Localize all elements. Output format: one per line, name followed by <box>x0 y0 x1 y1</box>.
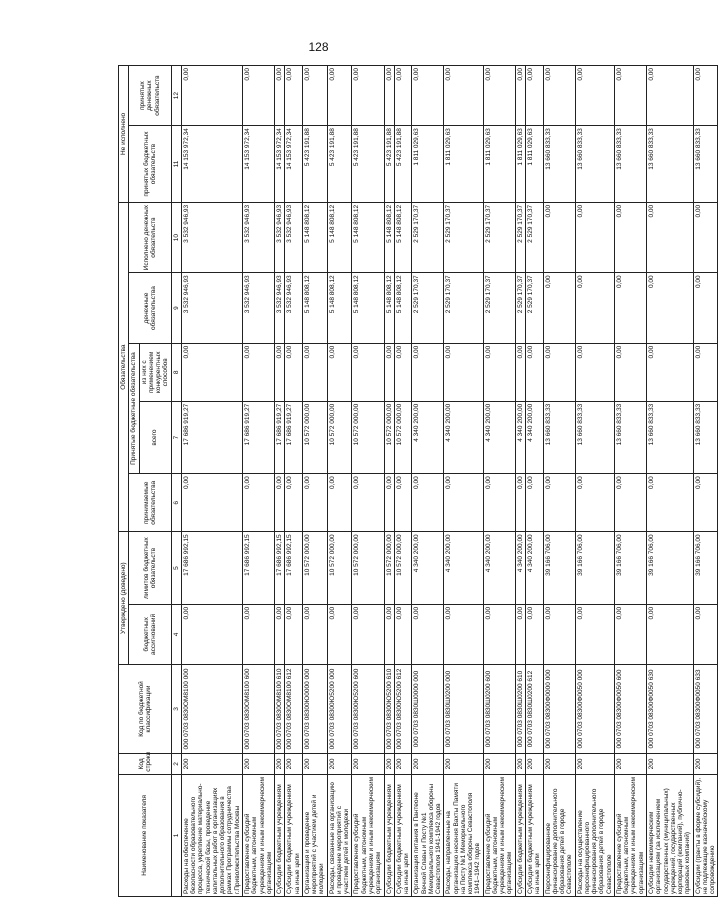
approved-limits-cell: 10 572 000,00 <box>327 532 352 605</box>
unfulfilled-money-cell: 0,00 <box>543 66 575 126</box>
row-code-cell: 200 <box>575 754 614 775</box>
accepted-total-cell: 4 340 200,00 <box>526 401 544 474</box>
approved-appropriations-cell: 0,00 <box>483 604 515 664</box>
accepted-obligations-cell: 0,00 <box>444 474 483 532</box>
executed-monetary-cell: 3 532 946,93 <box>242 202 274 272</box>
row-name-cell: Субсидии бюджетным учреждениям на иные цели <box>285 774 303 896</box>
col-number: 2 <box>171 754 181 775</box>
accepted-obligations-cell: 0,00 <box>647 474 694 532</box>
unfulfilled-money-cell: 0,00 <box>515 66 525 126</box>
accepted-total-cell: 13 660 833,33 <box>575 401 614 474</box>
budget-code-cell: 000 0703 0830ОМ8100 000 <box>181 664 242 753</box>
approved-limits-cell: 39 166 706,00 <box>647 532 694 605</box>
row-name-cell: Расходы, направленные на организацию несения Вахты Памяти на Посту №1 Мемориального комплекса обороны Севастополя 1941–1942 годов <box>444 774 483 896</box>
table-row <box>285 66 303 897</box>
col-number: 12 <box>171 66 181 126</box>
unfulfilled-budget-cell: 14 153 972,34 <box>285 126 303 203</box>
col-number: 8 <box>171 343 181 401</box>
row-name-cell: Субсидии бюджетным учреждениям на иные цели <box>394 774 412 896</box>
unfulfilled-budget-cell: 1 811 029,63 <box>483 126 515 203</box>
monetary-obligations-cell: 3 532 946,93 <box>275 273 285 343</box>
unfulfilled-budget-cell: 14 153 972,34 <box>242 126 274 203</box>
monetary-obligations-cell: 5 148 808,12 <box>394 273 412 343</box>
approved-limits-cell: 10 572 000,00 <box>302 532 327 605</box>
table-row <box>302 66 327 897</box>
table-row <box>614 66 646 897</box>
budget-code-cell: 000 0703 08300Ф0050 630 <box>647 664 694 753</box>
executed-monetary-cell: 0,00 <box>543 202 575 272</box>
accepted-competitive-cell: 0,00 <box>352 343 384 401</box>
row-code-cell: 200 <box>394 754 412 775</box>
unfulfilled-budget-cell: 13 660 833,33 <box>614 126 646 203</box>
row-name-cell: Расходы на обеспечение безопасности образовательного процесса, укрепление материально-технической базы, проведение капитальных работ в организациях дополнительного образования в рамках Программы сотрудничества г.Приволжсктельства Москвы <box>181 774 242 896</box>
table-row <box>693 66 718 897</box>
row-code-cell: 200 <box>515 754 525 775</box>
row-code-cell: 200 <box>614 754 646 775</box>
accepted-obligations-cell: 0,00 <box>693 474 718 532</box>
accepted-total-cell: 10 572 000,00 <box>327 401 352 474</box>
executed-monetary-cell: 0,00 <box>693 202 718 272</box>
col-number: 1 <box>171 774 181 896</box>
row-code-cell: 200 <box>327 754 352 775</box>
unfulfilled-money-cell: 0,00 <box>575 66 614 126</box>
row-name-cell: Субсидии бюджетным учреждениям <box>515 774 525 896</box>
accepted-total-cell: 13 660 833,33 <box>647 401 694 474</box>
accepted-total-cell: 17 686 919,27 <box>181 401 242 474</box>
approved-limits-cell: 4 340 200,00 <box>515 532 525 605</box>
accepted-total-cell: 10 572 000,00 <box>302 401 327 474</box>
approved-appropriations-cell: 0,00 <box>515 604 525 664</box>
table-row <box>384 66 394 897</box>
unfulfilled-money-cell: 0,00 <box>302 66 327 126</box>
executed-monetary-cell: 2 529 170,37 <box>515 202 525 272</box>
approved-appropriations-cell: 0,00 <box>575 604 614 664</box>
accepted-competitive-cell: 0,00 <box>526 343 544 401</box>
row-name-cell: Субсидии (гранты в форме субсидий), не подлежащие казначейскому сопровождению <box>693 774 718 896</box>
approved-limits-cell: 39 166 706,00 <box>543 532 575 605</box>
accepted-competitive-cell: 0,00 <box>327 343 352 401</box>
unfulfilled-budget-cell: 1 811 029,63 <box>412 126 444 203</box>
table-row <box>483 66 515 897</box>
executed-monetary-cell: 5 148 808,12 <box>384 202 394 272</box>
row-code-cell: 200 <box>242 754 274 775</box>
executed-monetary-cell: 0,00 <box>614 202 646 272</box>
unfulfilled-money-cell: 0,00 <box>352 66 384 126</box>
monetary-obligations-cell: 5 148 808,12 <box>384 273 394 343</box>
executed-monetary-cell: 5 148 808,12 <box>394 202 412 272</box>
unfulfilled-budget-cell: 5 423 191,88 <box>352 126 384 203</box>
executed-monetary-cell: 2 529 170,37 <box>444 202 483 272</box>
monetary-obligations-cell: 2 529 170,37 <box>526 273 544 343</box>
accepted-competitive-cell: 0,00 <box>181 343 242 401</box>
table-row <box>526 66 544 897</box>
approved-appropriations-cell: 0,00 <box>444 604 483 664</box>
unfulfilled-money-cell: 0,00 <box>444 66 483 126</box>
row-name-cell: Субсидии бюджетным учреждениям на иные цели <box>526 774 544 896</box>
table-row <box>181 66 242 897</box>
unfulfilled-money-cell: 0,00 <box>693 66 718 126</box>
accepted-total-cell: 13 660 833,33 <box>614 401 646 474</box>
unfulfilled-budget-cell: 1 811 029,63 <box>526 126 544 203</box>
budget-code-cell: 000 0703 08300Ю5200 612 <box>394 664 412 753</box>
unfulfilled-budget-cell: 1 811 029,63 <box>444 126 483 203</box>
accepted-total-cell: 4 340 200,00 <box>412 401 444 474</box>
executed-monetary-cell: 0,00 <box>647 202 694 272</box>
row-code-cell: 200 <box>285 754 303 775</box>
approved-limits-cell: 10 572 000,00 <box>352 532 384 605</box>
executed-monetary-cell: 2 529 170,37 <box>526 202 544 272</box>
accepted-competitive-cell: 0,00 <box>483 343 515 401</box>
accepted-obligations-cell: 0,00 <box>515 474 525 532</box>
approved-appropriations-cell: 0,00 <box>614 604 646 664</box>
row-name-cell: Предоставление субсидий бюджетным, автономным учреждениям и иным некоммерческим организациям <box>614 774 646 896</box>
accepted-competitive-cell: 0,00 <box>693 343 718 401</box>
approved-limits-cell: 4 340 200,00 <box>483 532 515 605</box>
monetary-obligations-cell: 3 532 946,93 <box>242 273 274 343</box>
unfulfilled-money-cell: 0,00 <box>614 66 646 126</box>
unfulfilled-budget-cell: 13 660 833,33 <box>575 126 614 203</box>
accepted-obligations-cell: 0,00 <box>181 474 242 532</box>
budget-code-cell: 000 0703 08300Ю5200 610 <box>384 664 394 753</box>
col-number: 9 <box>171 273 181 343</box>
header-accepted-obligations: принимаемые обязательства <box>129 474 171 532</box>
accepted-total-cell: 4 340 200,00 <box>515 401 525 474</box>
accepted-competitive-cell: 0,00 <box>543 343 575 401</box>
accepted-competitive-cell: 0,00 <box>384 343 394 401</box>
approved-appropriations-cell: 0,00 <box>693 604 718 664</box>
unfulfilled-money-cell: 0,00 <box>285 66 303 126</box>
monetary-obligations-cell: 2 529 170,37 <box>444 273 483 343</box>
budget-code-cell: 000 0703 0830Ш0200 600 <box>483 664 515 753</box>
approved-appropriations-cell: 0,00 <box>327 604 352 664</box>
report-table-wrapper <box>118 65 717 897</box>
header-executed-monetary: Исполнено денежных обязательств <box>129 202 171 272</box>
monetary-obligations-cell: 3 532 946,93 <box>181 273 242 343</box>
row-code-cell: 200 <box>384 754 394 775</box>
approved-limits-cell: 10 572 000,00 <box>394 532 412 605</box>
budget-code-cell: 000 0703 0830Ш0200 000 <box>444 664 483 753</box>
header-row-code: Код строки <box>119 754 172 775</box>
approved-appropriations-cell: 0,00 <box>285 604 303 664</box>
accepted-total-cell: 17 686 919,27 <box>285 401 303 474</box>
monetary-obligations-cell: 5 148 808,12 <box>302 273 327 343</box>
row-code-cell: 200 <box>483 754 515 775</box>
budget-code-cell: 000 0703 0830Ш0000 000 <box>412 664 444 753</box>
approved-appropriations-cell: 0,00 <box>394 604 412 664</box>
row-name-cell: Предоставление субсидий бюджетным, автономным учреждениям и иным некоммерческим организациям <box>483 774 515 896</box>
page-number: 128 <box>308 40 329 54</box>
budget-code-cell: 000 0703 08300Ф0000 000 <box>543 664 575 753</box>
column-number-row <box>171 66 181 897</box>
accepted-total-cell: 10 572 000,00 <box>352 401 384 474</box>
approved-limits-cell: 17 686 992,15 <box>242 532 274 605</box>
unfulfilled-budget-cell: 5 423 191,88 <box>394 126 412 203</box>
executed-monetary-cell: 5 148 808,12 <box>352 202 384 272</box>
accepted-obligations-cell: 0,00 <box>526 474 544 532</box>
table-row <box>543 66 575 897</box>
approved-appropriations-cell: 0,00 <box>647 604 694 664</box>
approved-limits-cell: 39 166 706,00 <box>575 532 614 605</box>
table-row <box>515 66 525 897</box>
accepted-obligations-cell: 0,00 <box>575 474 614 532</box>
budget-code-cell: 000 0703 0830ОМ8100 612 <box>285 664 303 753</box>
row-code-cell: 200 <box>526 754 544 775</box>
budget-code-cell: 000 0703 08300Ю5200 600 <box>352 664 384 753</box>
monetary-obligations-cell: 0,00 <box>693 273 718 343</box>
accepted-total-cell: 10 572 000,00 <box>394 401 412 474</box>
executed-monetary-cell: 2 529 170,37 <box>483 202 515 272</box>
accepted-competitive-cell: 0,00 <box>394 343 412 401</box>
budget-code-cell: 000 0703 08300Ф0050 633 <box>693 664 718 753</box>
unfulfilled-money-cell: 0,00 <box>181 66 242 126</box>
approved-appropriations-cell: 0,00 <box>526 604 544 664</box>
row-code-cell: 200 <box>444 754 483 775</box>
row-code-cell: 200 <box>543 754 575 775</box>
unfulfilled-budget-cell: 14 153 972,34 <box>275 126 285 203</box>
row-name-cell: Предоставление субсидий бюджетным, автономным учреждениям и иным некоммерческим организациям <box>352 774 384 896</box>
accepted-obligations-cell: 0,00 <box>302 474 327 532</box>
header-obligations: Обязательства <box>119 202 129 531</box>
approved-appropriations-cell: 0,00 <box>412 604 444 664</box>
accepted-competitive-cell: 0,00 <box>302 343 327 401</box>
row-name-cell: Персонифицированное финансирование дополнительного образования детей в городе Севастополе <box>543 774 575 896</box>
approved-limits-cell: 39 166 706,00 <box>614 532 646 605</box>
approved-appropriations-cell: 0,00 <box>384 604 394 664</box>
executed-monetary-cell: 2 529 170,37 <box>412 202 444 272</box>
unfulfilled-money-cell: 0,00 <box>327 66 352 126</box>
accepted-competitive-cell: 0,00 <box>285 343 303 401</box>
unfulfilled-budget-cell: 5 423 191,88 <box>302 126 327 203</box>
table-row <box>275 66 285 897</box>
approved-appropriations-cell: 0,00 <box>302 604 327 664</box>
executed-monetary-cell: 5 148 808,12 <box>302 202 327 272</box>
unfulfilled-money-cell: 0,00 <box>483 66 515 126</box>
rotated-table-canvas <box>118 65 717 897</box>
accepted-competitive-cell: 0,00 <box>444 343 483 401</box>
row-code-cell: 200 <box>352 754 384 775</box>
col-number: 4 <box>171 604 181 664</box>
header-budget-code: Код по бюджетной классификации <box>119 664 172 753</box>
accepted-total-cell: 4 340 200,00 <box>444 401 483 474</box>
header-monetary: денежные обязательства <box>129 273 171 343</box>
table-row <box>647 66 694 897</box>
accepted-total-cell: 4 340 200,00 <box>483 401 515 474</box>
budget-code-cell: 000 0703 0830ОМ8100 600 <box>242 664 274 753</box>
table-row <box>412 66 444 897</box>
row-name-cell: Расходы на осуществление персонифицированного финансирования дополнительного образования детей в городе Севастополе <box>575 774 614 896</box>
budget-code-cell: 000 0703 0830Ш0200 612 <box>526 664 544 753</box>
unfulfilled-budget-cell: 13 660 833,33 <box>693 126 718 203</box>
col-number: 7 <box>171 401 181 474</box>
accepted-obligations-cell: 0,00 <box>394 474 412 532</box>
approved-limits-cell: 4 340 200,00 <box>412 532 444 605</box>
budget-execution-table <box>118 65 718 897</box>
unfulfilled-budget-cell: 5 423 191,88 <box>384 126 394 203</box>
accepted-obligations-cell: 0,00 <box>327 474 352 532</box>
accepted-total-cell: 17 686 919,27 <box>275 401 285 474</box>
accepted-total-cell: 13 660 833,33 <box>543 401 575 474</box>
table-row <box>444 66 483 897</box>
col-number: 5 <box>171 532 181 605</box>
monetary-obligations-cell: 2 529 170,37 <box>515 273 525 343</box>
accepted-competitive-cell: 0,00 <box>515 343 525 401</box>
row-name-cell: Организация питания в Пантеоне Вечной Славы и Посту №1 Мемориального комплекса обороны Севастополя 1941-1942 годов <box>412 774 444 896</box>
accepted-obligations-cell: 0,00 <box>614 474 646 532</box>
budget-code-cell: 000 0703 08300Ф0050 600 <box>614 664 646 753</box>
approved-limits-cell: 4 340 200,00 <box>444 532 483 605</box>
accepted-competitive-cell: 0,00 <box>575 343 614 401</box>
header-competitive: из них с применением конкурентных способов <box>139 343 171 401</box>
approved-limits-cell: 4 340 200,00 <box>526 532 544 605</box>
unfulfilled-budget-cell: 13 660 833,33 <box>543 126 575 203</box>
table-row <box>575 66 614 897</box>
row-code-cell: 200 <box>647 754 694 775</box>
approved-limits-cell: 17 686 992,15 <box>181 532 242 605</box>
monetary-obligations-cell: 2 529 170,37 <box>412 273 444 343</box>
executed-monetary-cell: 3 532 946,93 <box>285 202 303 272</box>
unfulfilled-money-cell: 0,00 <box>647 66 694 126</box>
accepted-competitive-cell: 0,00 <box>242 343 274 401</box>
header-total: всего <box>139 401 171 474</box>
unfulfilled-money-cell: 0,00 <box>394 66 412 126</box>
header-unfulfilled-money: принятых денежных обязательств <box>129 66 171 126</box>
approved-limits-cell: 17 686 992,15 <box>275 532 285 605</box>
accepted-obligations-cell: 0,00 <box>483 474 515 532</box>
approved-limits-cell: 39 166 706,00 <box>693 532 718 605</box>
unfulfilled-money-cell: 0,00 <box>526 66 544 126</box>
unfulfilled-money-cell: 0,00 <box>275 66 285 126</box>
unfulfilled-budget-cell: 5 423 191,88 <box>327 126 352 203</box>
header-unfulfilled-budget: принятых бюджетных обязательств <box>129 126 171 203</box>
accepted-obligations-cell: 0,00 <box>352 474 384 532</box>
accepted-competitive-cell: 0,00 <box>275 343 285 401</box>
monetary-obligations-cell: 0,00 <box>647 273 694 343</box>
accepted-competitive-cell: 0,00 <box>614 343 646 401</box>
budget-code-cell: 000 0703 0830Ш0200 610 <box>515 664 525 753</box>
accepted-obligations-cell: 0,00 <box>384 474 394 532</box>
approved-appropriations-cell: 0,00 <box>275 604 285 664</box>
unfulfilled-budget-cell: 1 811 029,63 <box>515 126 525 203</box>
approved-appropriations-cell: 0,00 <box>242 604 274 664</box>
header-unfulfilled: Не исполнено <box>119 66 129 203</box>
accepted-competitive-cell: 0,00 <box>412 343 444 401</box>
unfulfilled-money-cell: 0,00 <box>384 66 394 126</box>
table-row <box>242 66 274 897</box>
row-code-cell: 200 <box>181 754 242 775</box>
approved-appropriations-cell: 0,00 <box>181 604 242 664</box>
row-name-cell: Организация и проведение мероприятий с участием детей и молодежи <box>302 774 327 896</box>
table-body <box>181 66 718 897</box>
unfulfilled-money-cell: 0,00 <box>242 66 274 126</box>
row-code-cell: 200 <box>693 754 718 775</box>
executed-monetary-cell: 3 532 946,93 <box>275 202 285 272</box>
approved-appropriations-cell: 0,00 <box>543 604 575 664</box>
monetary-obligations-cell: 5 148 808,12 <box>327 273 352 343</box>
table-row <box>327 66 352 897</box>
executed-monetary-cell: 3 532 946,93 <box>181 202 242 272</box>
monetary-obligations-cell: 2 529 170,37 <box>483 273 515 343</box>
unfulfilled-money-cell: 0,00 <box>412 66 444 126</box>
unfulfilled-budget-cell: 14 153 972,34 <box>181 126 242 203</box>
accepted-obligations-cell: 0,00 <box>275 474 285 532</box>
approved-limits-cell: 17 686 992,15 <box>285 532 303 605</box>
header-accepted-budget: Принятые бюджетные обязательства <box>129 343 139 474</box>
unfulfilled-budget-cell: 13 660 833,33 <box>647 126 694 203</box>
accepted-obligations-cell: 0,00 <box>285 474 303 532</box>
row-name-cell: Расходы, связанные на организацию и проведение мероприятий с участием детей и молодежи <box>327 774 352 896</box>
header-name: Наименование показателя <box>119 774 172 896</box>
monetary-obligations-cell: 0,00 <box>614 273 646 343</box>
header-approved-appropriations: бюджетных ассигнований <box>129 604 171 664</box>
header-approved-limits: лимитов бюджетных обязательств <box>129 532 171 605</box>
col-number: 10 <box>171 202 181 272</box>
col-number: 6 <box>171 474 181 532</box>
budget-code-cell: 000 0703 08300Ю0000 000 <box>302 664 327 753</box>
row-name-cell: Субсидии бюджетным учреждениям <box>384 774 394 896</box>
monetary-obligations-cell: 5 148 808,12 <box>352 273 384 343</box>
executed-monetary-cell: 0,00 <box>575 202 614 272</box>
approved-appropriations-cell: 0,00 <box>352 604 384 664</box>
monetary-obligations-cell: 0,00 <box>543 273 575 343</box>
accepted-competitive-cell: 0,00 <box>647 343 694 401</box>
row-name-cell: Субсидии бюджетным учреждениям <box>275 774 285 896</box>
accepted-total-cell: 13 660 833,33 <box>693 401 718 474</box>
approved-limits-cell: 10 572 000,00 <box>384 532 394 605</box>
row-code-cell: 200 <box>412 754 444 775</box>
accepted-obligations-cell: 0,00 <box>242 474 274 532</box>
table-row <box>352 66 384 897</box>
budget-code-cell: 000 0703 0830ОМ8100 610 <box>275 664 285 753</box>
accepted-total-cell: 10 572 000,00 <box>384 401 394 474</box>
executed-monetary-cell: 5 148 808,12 <box>327 202 352 272</box>
row-code-cell: 200 <box>302 754 327 775</box>
table-row <box>394 66 412 897</box>
accepted-obligations-cell: 0,00 <box>412 474 444 532</box>
header-approved: Утверждено (доведено) <box>119 532 129 665</box>
row-code-cell: 200 <box>275 754 285 775</box>
monetary-obligations-cell: 3 532 946,93 <box>285 273 303 343</box>
accepted-total-cell: 17 686 919,27 <box>242 401 274 474</box>
accepted-obligations-cell: 0,00 <box>543 474 575 532</box>
col-number: 11 <box>171 126 181 203</box>
row-name-cell: Предоставление субсидий бюджетным, автономным учреждениям и иным некоммерческим организациям <box>242 774 274 896</box>
budget-code-cell: 000 0703 08300Ю5200 000 <box>327 664 352 753</box>
monetary-obligations-cell: 0,00 <box>575 273 614 343</box>
col-number: 3 <box>171 664 181 753</box>
row-name-cell: Субсидии некоммерческим организациям (за исключением государственных (муниципальных) учреждений, государственных корпораций (компаний), публично-правовых компаний) <box>647 774 694 896</box>
budget-code-cell: 000 0703 08300Ф0050 000 <box>575 664 614 753</box>
